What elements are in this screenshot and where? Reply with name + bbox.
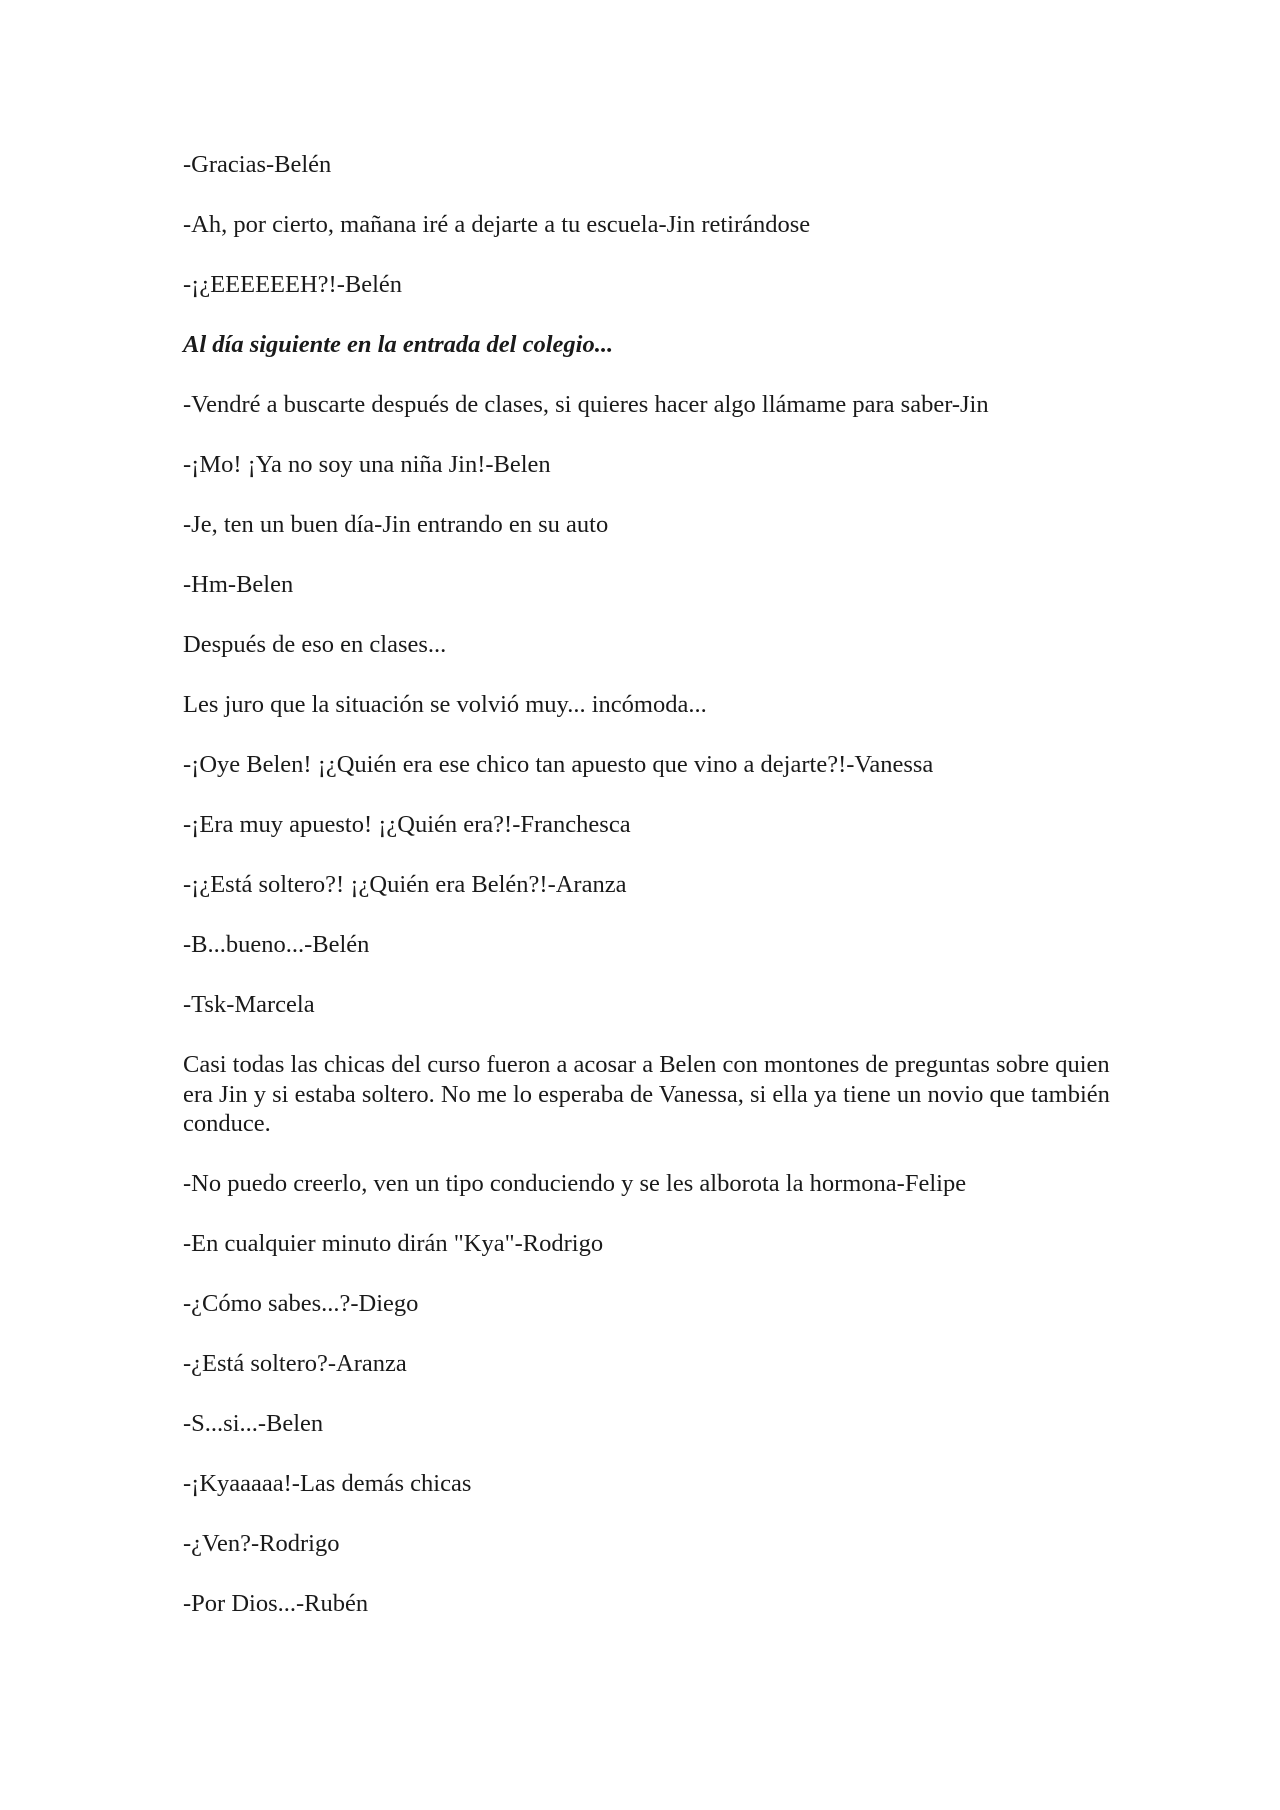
dialogue-line: -S...si...-Belen [183,1409,324,1437]
dialogue-line: -Je, ten un buen día-Jin entrando en su auto [183,511,609,538]
document-body [183,150,1113,1649]
dialogue-line: -Vendré a buscarte después de clases, si quieres hacer algo llámame para saber-Jin [183,391,989,418]
dialogue-line: -Ah, por cierto, mañana iré a dejarte a tu escuela-Jin retirándose [183,211,811,238]
dialogue-line: -En cualquier minuto dirán "Kya"-Rodrigo [183,1229,604,1257]
dialogue-line: -Hm-Belen [183,571,294,598]
dialogue-line: -¡Era muy apuesto! ¡¿Quién era?!-Franchesca [183,811,631,838]
dialogue-line: -¿Está soltero?-Aranza [183,1349,407,1377]
dialogue-line: -¡Oye Belen! ¡¿Quién era ese chico tan apuesto que vino a dejarte?!-Vanessa [183,751,934,778]
dialogue-line: -¿Cómo sabes...?-Diego [183,1289,419,1317]
dialogue-line: -Gracias-Belén [183,151,332,178]
scene-heading: Al día siguiente en la entrada del colegio... [183,331,614,358]
dialogue-line: -Tsk-Marcela [183,991,315,1018]
dialogue-line: -¡Kyaaaaa!-Las demás chicas [183,1469,472,1497]
dialogue-line: -¡Mo! ¡Ya no soy una niña Jin!-Belen [183,451,551,478]
narration-paragraph: Casi todas las chicas del curso fueron a acosar a Belen con montones de preguntas sobre quien era Jin y si estaba soltero. No me lo esperaba de Vanessa, si ella ya tiene un novio que también conduce. [183,1051,1110,1137]
narration-line: Les juro que la situación se volvió muy... incómoda... [183,691,707,718]
dialogue-line: -No puedo creerlo, ven un tipo conduciendo y se les alborota la hormona-Felipe [183,1169,967,1197]
dialogue-line: -Por Dios...-Rubén [183,1589,369,1617]
dialogue-line: -¡¿EEEEEEH?!-Belén [183,271,403,298]
dialogue-line: -¿Ven?-Rodrigo [183,1529,340,1557]
narration-line: Después de eso en clases... [183,631,447,658]
dialogue-line: -¡¿Está soltero?! ¡¿Quién era Belén?!-Aranza [183,871,627,898]
dialogue-line: -B...bueno...-Belén [183,931,370,958]
